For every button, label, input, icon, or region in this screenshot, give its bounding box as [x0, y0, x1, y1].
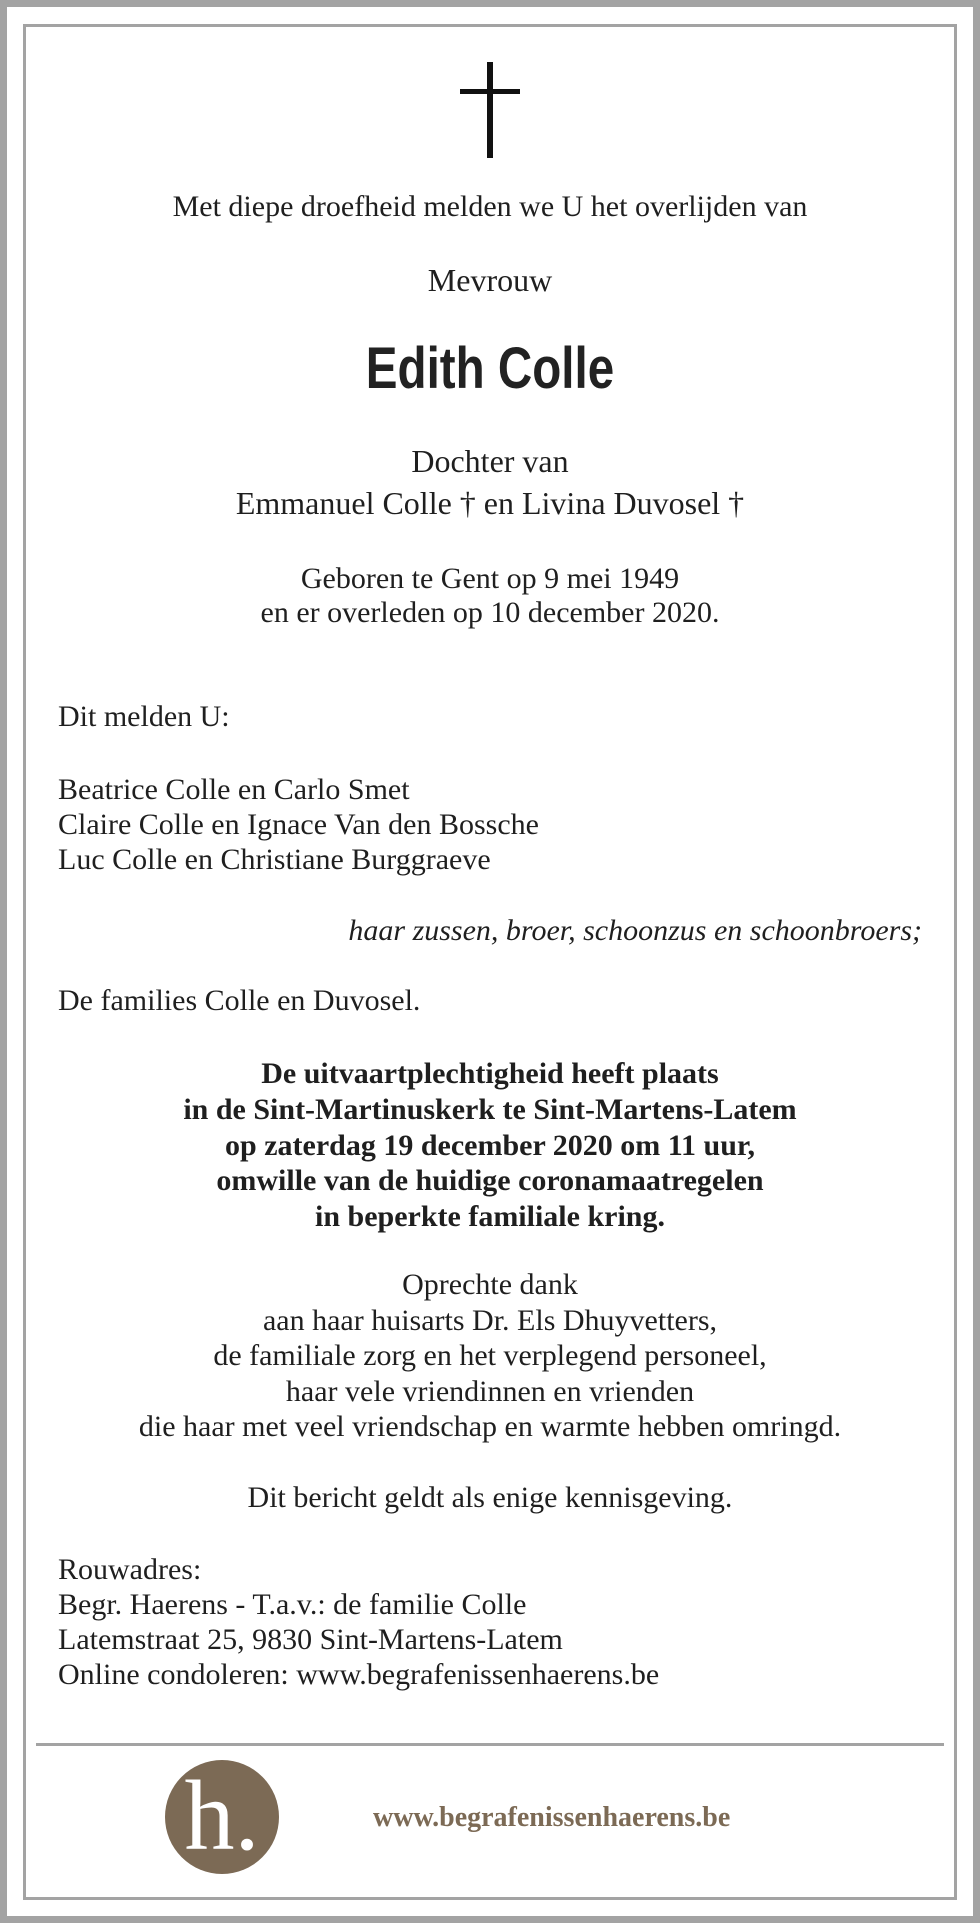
- cross-icon: [460, 62, 520, 158]
- family-line: Claire Colle en Ignace Van den Bossche: [58, 808, 539, 841]
- notice-line: Dit bericht geldt als enige kennisgeving.: [247, 1481, 733, 1514]
- daughter-of-label: Dochter van: [411, 443, 569, 479]
- thanks-line: haar vele vriendinnen en vrienden: [285, 1375, 695, 1408]
- thanks-line: Oprechte dank: [402, 1268, 578, 1301]
- funeral-line: De uitvaartplechtigheid heeft plaats: [261, 1057, 719, 1090]
- funeral-line: in beperkte familiale kring.: [315, 1200, 665, 1233]
- announcers-label: Dit melden U:: [58, 700, 230, 733]
- death-line: en er overleden op 10 december 2020.: [260, 596, 720, 629]
- parents: Emmanuel Colle † en Livina Duvosel †: [235, 485, 745, 521]
- address-line: Latemstraat 25, 9830 Sint-Martens-Latem: [58, 1623, 563, 1656]
- thanks-line: aan haar huisarts Dr. Els Dhuyvetters,: [262, 1304, 718, 1337]
- address-label: Rouwadres:: [58, 1553, 202, 1586]
- salutation: Mevrouw: [427, 262, 553, 298]
- families-line: De families Colle en Duvosel.: [58, 984, 421, 1017]
- funeral-home-logo: [165, 1760, 279, 1874]
- footer-divider: [36, 1743, 944, 1746]
- family-line: Luc Colle en Christiane Burggraeve: [58, 843, 491, 876]
- intro-text: Met diepe droefheid melden we U het overlijden van: [172, 190, 808, 223]
- family-line: Beatrice Colle en Carlo Smet: [58, 773, 410, 806]
- funeral-line: in de Sint-Martinuskerk te Sint-Martens-Latem: [183, 1093, 797, 1126]
- logo-letter: h.: [184, 1760, 260, 1871]
- thanks-line: die haar met veel vriendschap en warmte hebben omringd.: [138, 1410, 842, 1443]
- family-relation: haar zussen, broer, schoonzus en schoonbroers;: [348, 914, 922, 947]
- address-line: Online condoleren: www.begrafenissenhaerens.be: [58, 1658, 660, 1691]
- thanks-line: de familiale zorg en het verplegend personeel,: [213, 1339, 767, 1372]
- funeral-line: op zaterdag 19 december 2020 om 11 uur,: [225, 1129, 755, 1162]
- deceased-name: Edith Colle: [365, 336, 615, 401]
- funeral-line: omwille van de huidige coronamaatregelen: [216, 1164, 764, 1197]
- website-link[interactable]: www.begrafenissenhaerens.be: [373, 1802, 731, 1833]
- address-line: Begr. Haerens - T.a.v.: de familie Colle: [58, 1588, 527, 1621]
- birth-line: Geboren te Gent op 9 mei 1949: [300, 562, 680, 595]
